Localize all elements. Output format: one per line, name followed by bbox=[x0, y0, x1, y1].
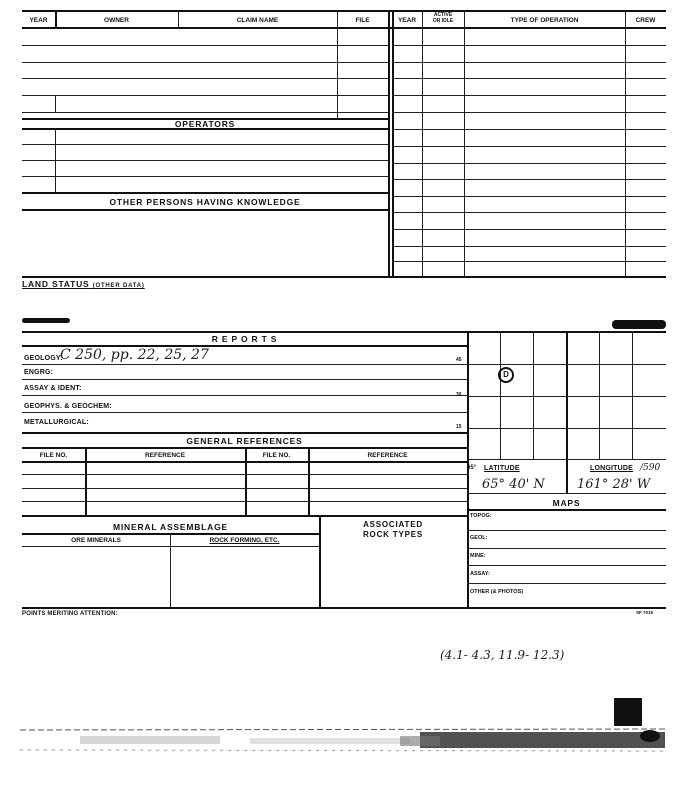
handwritten-note: (4.1- 4.3, 11.9- 12.3) bbox=[440, 648, 565, 662]
maps-title: MAPS bbox=[552, 498, 581, 508]
geology-value: C 250, pp. 22, 25, 27 bbox=[60, 347, 209, 363]
general-references-title: GENERAL REFERENCES bbox=[186, 436, 303, 446]
reports-title: R E P O R T S bbox=[211, 334, 278, 344]
associated-rock-line1: ASSOCIATED bbox=[363, 520, 423, 529]
grid-number-15: 15 bbox=[456, 424, 462, 430]
header-file: FILE bbox=[355, 17, 370, 24]
map-topog-label: TOPOG: bbox=[470, 513, 492, 519]
form-number: SF 7015 bbox=[636, 610, 654, 615]
land-status-title bbox=[22, 279, 145, 289]
ref-header-file-no-1: FILE NO. bbox=[39, 452, 68, 459]
grid-number-30: 30 bbox=[456, 392, 462, 398]
other-persons-title: OTHER PERSONS HAVING KNOWLEDGE bbox=[109, 197, 301, 207]
land-status-sub: (OTHER DATA) bbox=[92, 283, 145, 289]
black-square bbox=[614, 698, 642, 726]
assay-label: ASSAY & IDENT: bbox=[24, 385, 82, 392]
smudge-right bbox=[612, 320, 666, 329]
latitude-prefix: 65° bbox=[467, 465, 477, 471]
ref-header-reference-2: REFERENCE bbox=[367, 452, 408, 459]
longitude-value: 161° 28' W bbox=[577, 477, 651, 492]
mineral-assemblage-title: MINERAL ASSEMBLAGE bbox=[113, 522, 228, 532]
location-marker bbox=[498, 367, 514, 383]
scan-noise-graphic bbox=[20, 726, 668, 754]
header-type-of-operation: TYPE OF OPERATION bbox=[510, 17, 579, 24]
header-active: ACTIVE bbox=[433, 12, 453, 18]
ref-header-file-no-2: FILE NO. bbox=[262, 452, 291, 459]
longitude-suffix: /590 bbox=[640, 463, 661, 473]
geophys-label: GEOPHYS. & GEOCHEM: bbox=[24, 403, 112, 410]
map-assay-label: ASSAY: bbox=[470, 571, 490, 577]
header-year-2: YEAR bbox=[397, 17, 417, 24]
header-owner: OWNER bbox=[104, 17, 129, 24]
grid-number-45: 45 bbox=[456, 357, 462, 363]
header-year: YEAR bbox=[29, 17, 48, 24]
ore-minerals-header: ORE MINERALS bbox=[71, 537, 121, 544]
header-crew: CREW bbox=[635, 17, 656, 24]
points-meriting-label: POINTS MERITING ATTENTION: bbox=[22, 611, 118, 617]
ref-header-reference-1: REFERENCE bbox=[144, 452, 186, 459]
land-status-label: LAND STATUS bbox=[22, 279, 90, 289]
latitude-value: 65° 40' N bbox=[482, 477, 545, 492]
map-other-label: OTHER (& PHOTOS) bbox=[470, 589, 524, 595]
geology-label: GEOLOGY: bbox=[24, 355, 63, 362]
rock-forming-header: ROCK FORMING, ETC. bbox=[209, 537, 280, 544]
operators-title: OPERATORS bbox=[174, 119, 236, 129]
longitude-label: LONGITUDE bbox=[590, 465, 634, 472]
map-geol-label: GEOL: bbox=[470, 535, 488, 541]
header-claim-name: CLAIM NAME bbox=[236, 17, 279, 24]
latitude-label: LATITUDE bbox=[484, 465, 520, 472]
engrg-label: ENGRG: bbox=[24, 369, 54, 376]
header-or-idle: OR IDLE bbox=[432, 18, 454, 24]
scan-artifact-band bbox=[20, 726, 668, 754]
smudge-left bbox=[22, 318, 70, 323]
map-mine-label: MINE: bbox=[470, 553, 486, 559]
associated-rock-line2: ROCK TYPES bbox=[362, 530, 423, 539]
metallurgical-label: METALLURGICAL: bbox=[24, 419, 89, 426]
location-marker-label: D bbox=[503, 370, 509, 379]
